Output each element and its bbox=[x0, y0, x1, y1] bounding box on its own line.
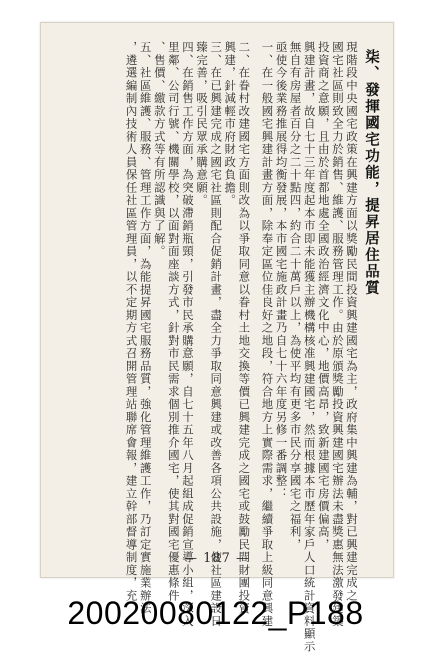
text-column: 無自有房屋者百分之二十點四，約合二十萬戶以上，為使平均有更多市民分享國宅之福利， bbox=[288, 41, 303, 551]
text-column: 三、在已興建完成之國宅社區則配合促銷計畫，盡全力爭取同意興建或改善各項公共設施，使社區建設日 bbox=[209, 41, 224, 628]
text-column: ，遴選編制內技術人員保任社區管理員，以不定期方式召開管理站聯席會報，建立幹部督導制度，充 bbox=[124, 41, 139, 602]
text-column: 二、在眷村改建國宅方面則改為以爭取同意以眷村土地交換等價已興建完成之國宅或鼓勵民間財團投資 bbox=[237, 41, 252, 615]
text-column: 亟使今後業務推展得均衡發展，本市國宅施政計畫乃自七十六年度另修一番調整： bbox=[274, 41, 289, 500]
text-column: 四、在銷售工作方面，為突破滯銷瓶頸，引發市民承購意願，自七十五年八月起組成促銷宣導小組，深入 bbox=[180, 41, 195, 628]
section-heading: 柒、發揮國宅功能，提昇居住品質 bbox=[363, 49, 380, 297]
text-column: 五、社區維護、服務、管理工作方面，為能提昇國宅服務品質，強化管理維護工作，乃訂定實施業辦法 bbox=[138, 41, 153, 615]
image-caption: 20020080122_P188 bbox=[67, 595, 364, 631]
column-spacer bbox=[251, 41, 260, 539]
text-column: 里鄰、公司行號、機關學校，以面對面座談方式，針對市民需求個別推介國宅，使其對國宅優惠條件 bbox=[166, 41, 181, 602]
text-column: 投資商之意願，且由於首都地處全國政治經濟文化中心，地價高昂，致新建國宅房價偏高， bbox=[316, 41, 331, 551]
text-column: 臻完善，吸引民眾承購意願。 bbox=[195, 41, 210, 207]
text-column: 、售價、繳款方式等有所認識與了解。 bbox=[152, 41, 167, 258]
text-column: 興建，針減輕市府財政負擔。 bbox=[223, 41, 238, 207]
text-column: 一、在一般國宅興建計畫方面，除奉定區位佳良好之地段，符合地方上實際需求，繼續爭取上級同意興建 bbox=[260, 41, 275, 628]
text-column: 興建計畫，故自七十三年度起本市即未能獲主辦機構核准興建國宅，然而根據本市歷年家戶人口統計資料顯示 bbox=[302, 41, 317, 653]
page-number: — 187 — bbox=[183, 551, 251, 566]
text-column: 國宅社區則致全力於銷售、維護、服務管理工作。由於原頒獎勵投資興建國宅辦法未盡獎惠無法激發建築 bbox=[330, 41, 345, 628]
text-column: 現階段中央國宅政策在興建方面以獎勵民間投資興建國宅為主，政府集中興建為輔，對已興建完成之 bbox=[345, 41, 359, 602]
